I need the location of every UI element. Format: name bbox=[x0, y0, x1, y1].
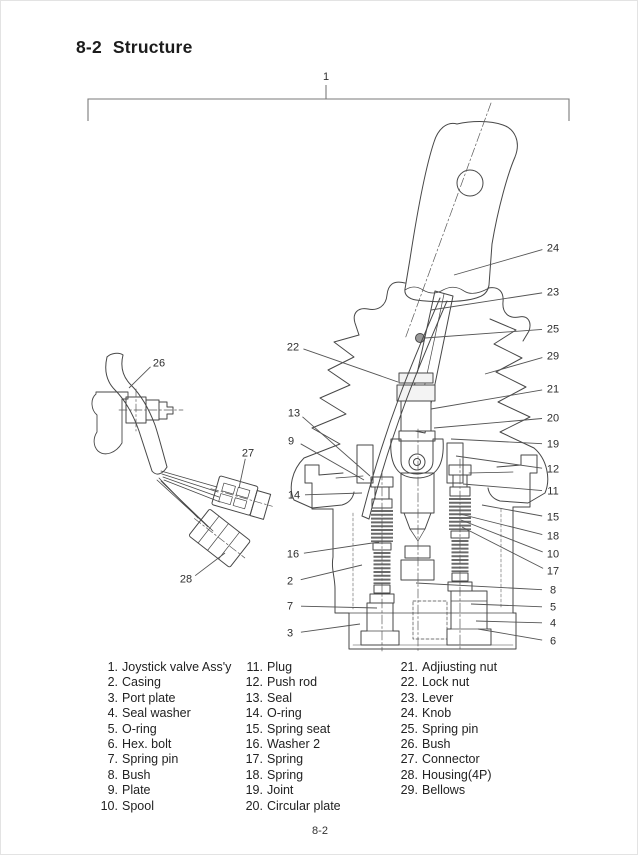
part-name: Bush bbox=[422, 737, 451, 752]
part-number: 2. bbox=[107, 675, 118, 690]
part-name: Connector bbox=[422, 752, 480, 767]
part-number: 19. bbox=[245, 783, 263, 798]
part-number: 26. bbox=[400, 737, 418, 752]
part-name: Plate bbox=[122, 783, 151, 798]
wiring-art bbox=[92, 353, 277, 571]
callout-leader-28 bbox=[195, 553, 225, 576]
part-name: Adjiusting nut bbox=[422, 660, 498, 674]
callout-leader-16 bbox=[304, 542, 379, 553]
parts-list-item bbox=[238, 768, 341, 783]
callout-23: 23 bbox=[546, 286, 560, 299]
callout-13: 13 bbox=[287, 407, 301, 420]
parts-list-item bbox=[393, 675, 497, 690]
parts-column-2 bbox=[238, 660, 341, 814]
part-number: 24. bbox=[400, 706, 418, 721]
part-name: Spool bbox=[122, 798, 154, 813]
part-name: Spring bbox=[267, 767, 304, 782]
part-number: 8. bbox=[107, 767, 118, 782]
callout-leader-6 bbox=[478, 629, 542, 640]
parts-list-item bbox=[93, 660, 231, 675]
callout-8: 8 bbox=[549, 584, 557, 597]
parts-list-item bbox=[393, 768, 497, 783]
part-number: 14. bbox=[245, 706, 263, 721]
callout-29: 29 bbox=[546, 350, 560, 363]
part-number: 20. bbox=[245, 798, 263, 813]
part-name: Spring pin bbox=[422, 721, 479, 736]
callout-leader-21 bbox=[431, 390, 542, 409]
part-number: 12. bbox=[245, 675, 263, 690]
callout-2: 2 bbox=[286, 575, 294, 588]
part-number: 28. bbox=[400, 767, 418, 782]
part-number: 7. bbox=[107, 752, 118, 767]
callout-14: 14 bbox=[287, 489, 301, 502]
callout-leader-29 bbox=[485, 358, 542, 374]
callout-28: 28 bbox=[179, 573, 193, 586]
assembly-bracket bbox=[88, 85, 569, 121]
callout-10: 10 bbox=[546, 548, 560, 561]
parts-list-item bbox=[393, 752, 497, 767]
section-heading-text: Structure bbox=[112, 37, 193, 57]
part-name: Seal washer bbox=[122, 706, 191, 721]
callout-20: 20 bbox=[546, 412, 560, 425]
callout-leader-7 bbox=[301, 606, 377, 608]
page-number: 8-2 bbox=[312, 825, 328, 837]
callout-11: 11 bbox=[547, 485, 559, 498]
callout-leader-8 bbox=[416, 583, 542, 590]
part-name: Casing bbox=[122, 675, 161, 690]
part-number: 15. bbox=[245, 721, 263, 736]
part-number: 29. bbox=[400, 783, 418, 798]
callout-19: 19 bbox=[546, 438, 560, 451]
callout-leader-15 bbox=[482, 505, 542, 516]
part-number: 22. bbox=[400, 675, 418, 690]
part-name: Lever bbox=[422, 690, 454, 705]
callout-leader-20 bbox=[434, 419, 542, 428]
part-number: 10. bbox=[100, 798, 118, 813]
part-name: Joystick valve Ass'y bbox=[122, 660, 232, 674]
part-name: Housing(4P) bbox=[422, 767, 492, 782]
parts-column-1 bbox=[93, 660, 231, 814]
assembly-callout: 1 bbox=[322, 71, 330, 83]
callout-5: 5 bbox=[549, 601, 557, 614]
part-number: 17. bbox=[245, 752, 263, 767]
part-number: 18. bbox=[245, 767, 263, 782]
part-name: Seal bbox=[267, 690, 293, 705]
callout-25: 25 bbox=[546, 323, 560, 336]
callout-leader-26 bbox=[129, 367, 151, 388]
part-number: 25. bbox=[400, 721, 418, 736]
parts-list-item bbox=[93, 691, 231, 706]
callout-leader-27 bbox=[239, 459, 245, 488]
part-number: 6. bbox=[107, 737, 118, 752]
callout-leader-19 bbox=[451, 439, 542, 444]
callout-24: 24 bbox=[546, 242, 560, 255]
callout-21: 21 bbox=[546, 383, 560, 396]
parts-list-item bbox=[238, 752, 341, 767]
part-number: 9. bbox=[107, 783, 118, 798]
callout-6: 6 bbox=[549, 635, 557, 648]
parts-list-item bbox=[238, 691, 341, 706]
callout-16: 16 bbox=[286, 548, 300, 561]
callout-leader-3 bbox=[301, 624, 360, 632]
parts-list-item bbox=[93, 675, 231, 690]
part-number: 27. bbox=[400, 752, 418, 767]
callout-4: 4 bbox=[549, 617, 557, 630]
part-name: Joint bbox=[267, 783, 294, 798]
part-name: Spring bbox=[267, 752, 304, 767]
callout-leader-4 bbox=[476, 621, 542, 623]
part-name: Push rod bbox=[267, 675, 318, 690]
callout-leader-22 bbox=[303, 349, 398, 382]
callout-leader-25 bbox=[425, 329, 542, 338]
part-number: 13. bbox=[245, 690, 263, 705]
callout-leader-2 bbox=[301, 565, 362, 580]
parts-list-item bbox=[393, 722, 497, 737]
part-number: 4. bbox=[107, 706, 118, 721]
knob-hole bbox=[457, 170, 483, 196]
part-name: Hex. bolt bbox=[122, 737, 172, 752]
part-name: O-ring bbox=[267, 706, 302, 721]
parts-list-item bbox=[238, 722, 341, 737]
callout-17: 17 bbox=[546, 565, 560, 578]
part-number: 11. bbox=[246, 660, 263, 674]
parts-list-item bbox=[393, 783, 497, 798]
parts-column-3 bbox=[393, 660, 497, 799]
callout-3: 3 bbox=[286, 627, 294, 640]
parts-list-item bbox=[238, 660, 341, 675]
part-name: Washer 2 bbox=[267, 737, 321, 752]
joystick-art bbox=[291, 103, 547, 651]
part-name: Circular plate bbox=[267, 798, 341, 813]
parts-list-item bbox=[238, 706, 341, 721]
parts-list-item bbox=[238, 783, 341, 798]
part-number: 5. bbox=[107, 721, 118, 736]
parts-list-item bbox=[93, 768, 231, 783]
callout-12: 12 bbox=[546, 463, 560, 476]
part-name: O-ring bbox=[122, 721, 157, 736]
callout-9: 9 bbox=[287, 435, 295, 448]
part-number: 23. bbox=[400, 690, 418, 705]
callout-leader-13 bbox=[302, 417, 370, 476]
parts-list-item bbox=[93, 737, 231, 752]
part-name: Spring pin bbox=[122, 752, 179, 767]
parts-list-item bbox=[393, 706, 497, 721]
parts-list-item bbox=[93, 799, 231, 814]
part-name: Bush bbox=[122, 767, 151, 782]
parts-list-item bbox=[93, 722, 231, 737]
callout-leader-5 bbox=[471, 604, 542, 607]
parts-list bbox=[1, 660, 638, 820]
callout-22: 22 bbox=[286, 341, 300, 354]
part-name: Port plate bbox=[122, 690, 176, 705]
part-name: Knob bbox=[422, 706, 452, 721]
part-number: 21. bbox=[400, 660, 418, 674]
callout-15: 15 bbox=[546, 511, 560, 524]
callout-layer bbox=[129, 243, 559, 648]
part-number: 1. bbox=[107, 660, 118, 674]
parts-list-item bbox=[93, 752, 231, 767]
part-name: Bellows bbox=[422, 783, 466, 798]
part-name: Lock nut bbox=[422, 675, 470, 690]
connector-27 bbox=[207, 474, 277, 520]
parts-list-item bbox=[393, 691, 497, 706]
parts-list-item bbox=[93, 706, 231, 721]
parts-list-item bbox=[238, 799, 341, 814]
parts-list-item bbox=[393, 660, 497, 675]
parts-list-item bbox=[93, 783, 231, 798]
callout-18: 18 bbox=[546, 530, 560, 543]
section-number: 8-2 bbox=[76, 37, 102, 57]
part-name: Plug bbox=[267, 660, 293, 674]
parts-list-item bbox=[238, 737, 341, 752]
parts-list-item bbox=[393, 737, 497, 752]
callout-26: 26 bbox=[152, 357, 166, 370]
callout-leader-24 bbox=[454, 250, 542, 275]
callout-27: 27 bbox=[241, 447, 255, 460]
callout-7: 7 bbox=[286, 600, 294, 613]
part-number: 3. bbox=[107, 690, 118, 705]
part-number: 16. bbox=[245, 737, 263, 752]
parts-list-item bbox=[238, 675, 341, 690]
part-name: Spring seat bbox=[267, 721, 331, 736]
